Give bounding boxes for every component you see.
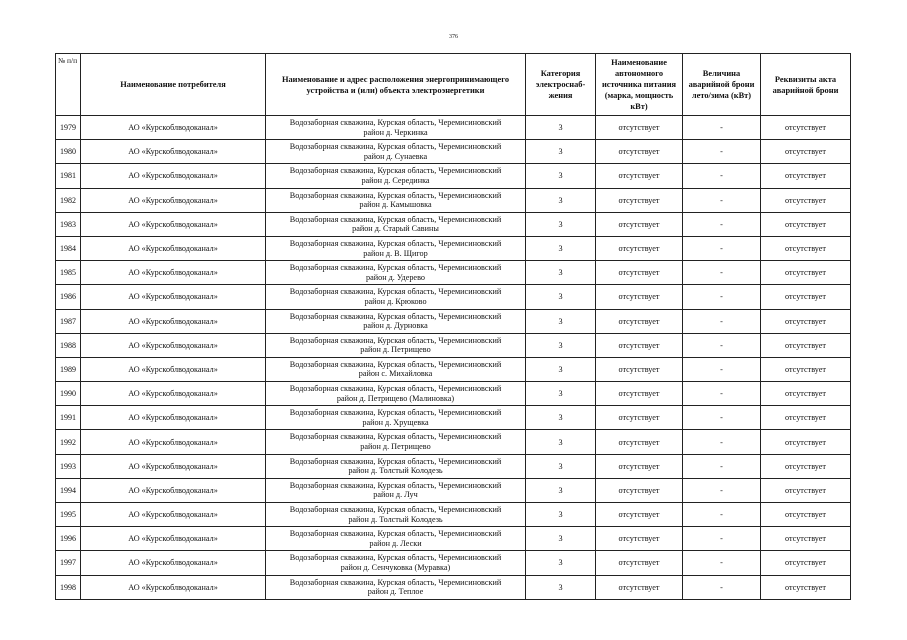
table-row <box>56 454 851 478</box>
reserve-cell: - <box>683 140 761 164</box>
category-cell: 3 <box>526 285 596 309</box>
table-row <box>56 357 851 381</box>
consumer-cell: АО «Курскоблводоканал» <box>81 164 266 188</box>
act-cell: отсутствует <box>761 212 851 236</box>
category-cell: 3 <box>526 164 596 188</box>
power-source-cell: отсутствует <box>596 430 683 454</box>
category-cell: 3 <box>526 357 596 381</box>
category-cell: 3 <box>526 406 596 430</box>
table-row <box>56 382 851 406</box>
table-row <box>56 236 851 260</box>
address-cell <box>266 430 526 454</box>
address-line-1: Водозаборная скважина, Курская область, Черемисиновский <box>289 142 502 152</box>
reserve-cell: - <box>683 188 761 212</box>
address-cell <box>266 285 526 309</box>
address-line-2: район д. Толстый Колодезь <box>348 514 443 524</box>
category-cell: 3 <box>526 188 596 212</box>
address-line-1: Водозаборная скважина, Курская область, Черемисиновский <box>289 335 502 345</box>
row-number: 1990 <box>56 382 81 406</box>
address-line-2: район д. Сунаевка <box>363 151 428 161</box>
act-cell: отсутствует <box>761 527 851 551</box>
table-row <box>56 188 851 212</box>
address-cell <box>266 333 526 357</box>
address-line-1: Водозаборная скважина, Курская область, Черемисиновский <box>289 577 502 587</box>
consumer-cell: АО «Курскоблводоканал» <box>81 406 266 430</box>
act-cell: отсутствует <box>761 357 851 381</box>
reserve-cell: - <box>683 285 761 309</box>
act-cell: отсутствует <box>761 503 851 527</box>
address-cell <box>266 164 526 188</box>
act-cell: отсутствует <box>761 551 851 575</box>
header-device: Наименование и адрес расположения энергопринимающего устройства и (или) объекта электроэнергетики <box>266 54 526 116</box>
consumer-cell: АО «Курскоблводоканал» <box>81 575 266 599</box>
address-line-1: Водозаборная скважина, Курская область, Черемисиновский <box>289 408 502 418</box>
act-cell: отсутствует <box>761 188 851 212</box>
act-cell: отсутствует <box>761 285 851 309</box>
row-number: 1983 <box>56 212 81 236</box>
act-cell: отсутствует <box>761 236 851 260</box>
table-row <box>56 503 851 527</box>
reserve-cell: - <box>683 406 761 430</box>
header-act: Реквизиты акта аварийной брони <box>761 54 851 116</box>
address-line-2: район д. В. Щигор <box>363 248 428 258</box>
address-line-1: Водозаборная скважина, Курская область, Черемисиновский <box>289 456 502 466</box>
reserve-cell: - <box>683 309 761 333</box>
address-line-1: Водозаборная скважина, Курская область, Черемисиновский <box>289 384 502 394</box>
act-cell: отсутствует <box>761 430 851 454</box>
row-number: 1995 <box>56 503 81 527</box>
power-source-cell: отсутствует <box>596 116 683 140</box>
category-cell: 3 <box>526 527 596 551</box>
act-cell: отсутствует <box>761 575 851 599</box>
power-source-cell: отсутствует <box>596 236 683 260</box>
address-line-1: Водозаборная скважина, Курская область, Черемисиновский <box>289 166 502 176</box>
act-cell: отсутствует <box>761 333 851 357</box>
reserve-cell: - <box>683 503 761 527</box>
address-cell <box>266 551 526 575</box>
address-line-2: район д. Петрищево <box>360 345 431 355</box>
table-row <box>56 333 851 357</box>
reserve-cell: - <box>683 116 761 140</box>
act-cell: отсутствует <box>761 164 851 188</box>
category-cell: 3 <box>526 212 596 236</box>
address-cell <box>266 188 526 212</box>
address-line-2: район д. Дурновка <box>363 321 428 331</box>
category-cell: 3 <box>526 382 596 406</box>
row-number: 1998 <box>56 575 81 599</box>
row-number: 1989 <box>56 357 81 381</box>
address-line-1: Водозаборная скважина, Курская область, Черемисиновский <box>289 287 502 297</box>
address-cell <box>266 478 526 502</box>
consumer-cell: АО «Курскоблводоканал» <box>81 430 266 454</box>
power-source-cell: отсутствует <box>596 140 683 164</box>
address-line-1: Водозаборная скважина, Курская область, Черемисиновский <box>289 311 502 321</box>
category-cell: 3 <box>526 430 596 454</box>
power-source-cell: отсутствует <box>596 406 683 430</box>
address-line-2: район д. Серединка <box>361 175 430 185</box>
reserve-cell: - <box>683 430 761 454</box>
row-number: 1979 <box>56 116 81 140</box>
address-line-1: Водозаборная скважина, Курская область, Черемисиновский <box>289 263 502 273</box>
row-number: 1994 <box>56 478 81 502</box>
address-line-2: район д. Черкинка <box>363 127 428 137</box>
reserve-cell: - <box>683 382 761 406</box>
header-num: № п/п <box>56 54 81 116</box>
reserve-cell: - <box>683 551 761 575</box>
address-line-2: район д. Удерево <box>366 272 425 282</box>
table-header-row <box>56 54 851 116</box>
address-line-2: район д. Старый Савины <box>352 224 439 234</box>
address-line-2: район с. Михайловка <box>358 369 433 379</box>
power-source-cell: отсутствует <box>596 503 683 527</box>
row-number: 1993 <box>56 454 81 478</box>
row-number: 1997 <box>56 551 81 575</box>
row-number: 1991 <box>56 406 81 430</box>
reserve-cell: - <box>683 454 761 478</box>
address-line-2: район д. Крюково <box>364 296 427 306</box>
category-cell: 3 <box>526 551 596 575</box>
row-number: 1996 <box>56 527 81 551</box>
address-line-2: район д. Луч <box>373 490 418 500</box>
table-row <box>56 478 851 502</box>
header-source: Наименование автономного источника питания (марка, мощность кВт) <box>596 54 683 116</box>
power-source-cell: отсутствует <box>596 575 683 599</box>
consumer-cell: АО «Курскоблводоканал» <box>81 285 266 309</box>
header-reserve: Величина аварийной брони лето/зима (кВт) <box>683 54 761 116</box>
header-consumer: Наименование потребителя <box>81 54 266 116</box>
category-cell: 3 <box>526 454 596 478</box>
address-line-1: Водозаборная скважина, Курская область, Черемисиновский <box>289 480 502 490</box>
address-cell <box>266 575 526 599</box>
power-source-cell: отсутствует <box>596 164 683 188</box>
address-line-1: Водозаборная скважина, Курская область, Черемисиновский <box>289 118 502 127</box>
power-source-cell: отсутствует <box>596 454 683 478</box>
row-number: 1980 <box>56 140 81 164</box>
address-cell <box>266 357 526 381</box>
table-row <box>56 575 851 599</box>
consumer-cell: АО «Курскоблводоканал» <box>81 236 266 260</box>
act-cell: отсутствует <box>761 309 851 333</box>
table-row <box>56 285 851 309</box>
power-source-cell: отсутствует <box>596 551 683 575</box>
address-line-2: район д. Теплое <box>367 587 424 597</box>
act-cell: отсутствует <box>761 406 851 430</box>
consumers-table <box>55 53 851 600</box>
address-line-2: район д. Лески <box>369 538 422 548</box>
row-number: 1985 <box>56 261 81 285</box>
category-cell: 3 <box>526 261 596 285</box>
row-number: 1987 <box>56 309 81 333</box>
category-cell: 3 <box>526 333 596 357</box>
row-number: 1988 <box>56 333 81 357</box>
row-number: 1981 <box>56 164 81 188</box>
act-cell: отсутствует <box>761 478 851 502</box>
address-cell <box>266 212 526 236</box>
address-line-2: район д. Петрищево <box>360 442 431 452</box>
act-cell: отсутствует <box>761 454 851 478</box>
table-row <box>56 164 851 188</box>
table-row <box>56 430 851 454</box>
reserve-cell: - <box>683 478 761 502</box>
address-line-2: район д. Петрищево (Малиновка) <box>336 393 455 403</box>
table-row <box>56 406 851 430</box>
category-cell: 3 <box>526 478 596 502</box>
address-cell <box>266 503 526 527</box>
address-line-2: район д. Хрущевка <box>362 417 429 427</box>
consumer-cell: АО «Курскоблводоканал» <box>81 382 266 406</box>
reserve-cell: - <box>683 527 761 551</box>
address-line-2: район д. Толстый Колодезь <box>348 466 443 476</box>
row-number: 1986 <box>56 285 81 309</box>
consumer-cell: АО «Курскоблводоканал» <box>81 309 266 333</box>
act-cell: отсутствует <box>761 261 851 285</box>
row-number: 1984 <box>56 236 81 260</box>
address-cell <box>266 140 526 164</box>
consumer-cell: АО «Курскоблводоканал» <box>81 333 266 357</box>
table-row <box>56 116 851 140</box>
power-source-cell: отсутствует <box>596 309 683 333</box>
address-cell <box>266 236 526 260</box>
consumer-cell: АО «Курскоблводоканал» <box>81 551 266 575</box>
address-cell <box>266 309 526 333</box>
reserve-cell: - <box>683 236 761 260</box>
power-source-cell: отсутствует <box>596 285 683 309</box>
table-row <box>56 261 851 285</box>
address-cell <box>266 527 526 551</box>
address-line-1: Водозаборная скважина, Курская область, Черемисиновский <box>289 214 502 224</box>
act-cell: отсутствует <box>761 140 851 164</box>
address-cell <box>266 261 526 285</box>
consumer-cell: АО «Курскоблводоканал» <box>81 357 266 381</box>
table-row <box>56 140 851 164</box>
header-category: Категория электроснаб-жения <box>526 54 596 116</box>
power-source-cell: отсутствует <box>596 527 683 551</box>
address-line-1: Водозаборная скважина, Курская область, Черемисиновский <box>289 529 502 539</box>
consumer-cell: АО «Курскоблводоканал» <box>81 116 266 140</box>
reserve-cell: - <box>683 333 761 357</box>
consumer-cell: АО «Курскоблводоканал» <box>81 454 266 478</box>
address-line-1: Водозаборная скважина, Курская область, Черемисиновский <box>289 505 502 514</box>
address-line-1: Водозаборная скважина, Курская область, Черемисиновский <box>289 553 502 563</box>
table-row <box>56 527 851 551</box>
row-number: 1982 <box>56 188 81 212</box>
power-source-cell: отсутствует <box>596 188 683 212</box>
page-number: 376 <box>449 34 458 40</box>
address-line-1: Водозаборная скважина, Курская область, Черемисиновский <box>289 190 502 200</box>
consumer-cell: АО «Курскоблводоканал» <box>81 140 266 164</box>
category-cell: 3 <box>526 116 596 140</box>
reserve-cell: - <box>683 164 761 188</box>
category-cell: 3 <box>526 575 596 599</box>
consumer-cell: АО «Курскоблводоканал» <box>81 188 266 212</box>
table-row <box>56 551 851 575</box>
address-line-1: Водозаборная скважина, Курская область, Черемисиновский <box>289 432 502 442</box>
power-source-cell: отсутствует <box>596 382 683 406</box>
reserve-cell: - <box>683 357 761 381</box>
address-line-2: район д. Сенчуковка (Муравка) <box>340 562 451 572</box>
power-source-cell: отсутствует <box>596 261 683 285</box>
address-cell <box>266 116 526 140</box>
address-cell <box>266 382 526 406</box>
address-cell <box>266 454 526 478</box>
table-row <box>56 309 851 333</box>
row-number: 1992 <box>56 430 81 454</box>
consumer-cell: АО «Курскоблводоканал» <box>81 503 266 527</box>
consumer-cell: АО «Курскоблводоканал» <box>81 261 266 285</box>
consumer-cell: АО «Курскоблводоканал» <box>81 212 266 236</box>
category-cell: 3 <box>526 503 596 527</box>
power-source-cell: отсутствует <box>596 478 683 502</box>
act-cell: отсутствует <box>761 382 851 406</box>
category-cell: 3 <box>526 140 596 164</box>
category-cell: 3 <box>526 236 596 260</box>
act-cell: отсутствует <box>761 116 851 140</box>
address-line-2: район д. Камышовка <box>359 200 432 210</box>
consumer-cell: АО «Курскоблводоканал» <box>81 478 266 502</box>
reserve-cell: - <box>683 575 761 599</box>
category-cell: 3 <box>526 309 596 333</box>
reserve-cell: - <box>683 261 761 285</box>
consumer-cell: АО «Курскоблводоканал» <box>81 527 266 551</box>
address-line-1: Водозаборная скважина, Курская область, Черемисиновский <box>289 238 502 248</box>
table-row <box>56 212 851 236</box>
address-cell <box>266 406 526 430</box>
reserve-cell: - <box>683 212 761 236</box>
power-source-cell: отсутствует <box>596 212 683 236</box>
power-source-cell: отсутствует <box>596 333 683 357</box>
power-source-cell: отсутствует <box>596 357 683 381</box>
address-line-1: Водозаборная скважина, Курская область, Черемисиновский <box>289 359 502 369</box>
